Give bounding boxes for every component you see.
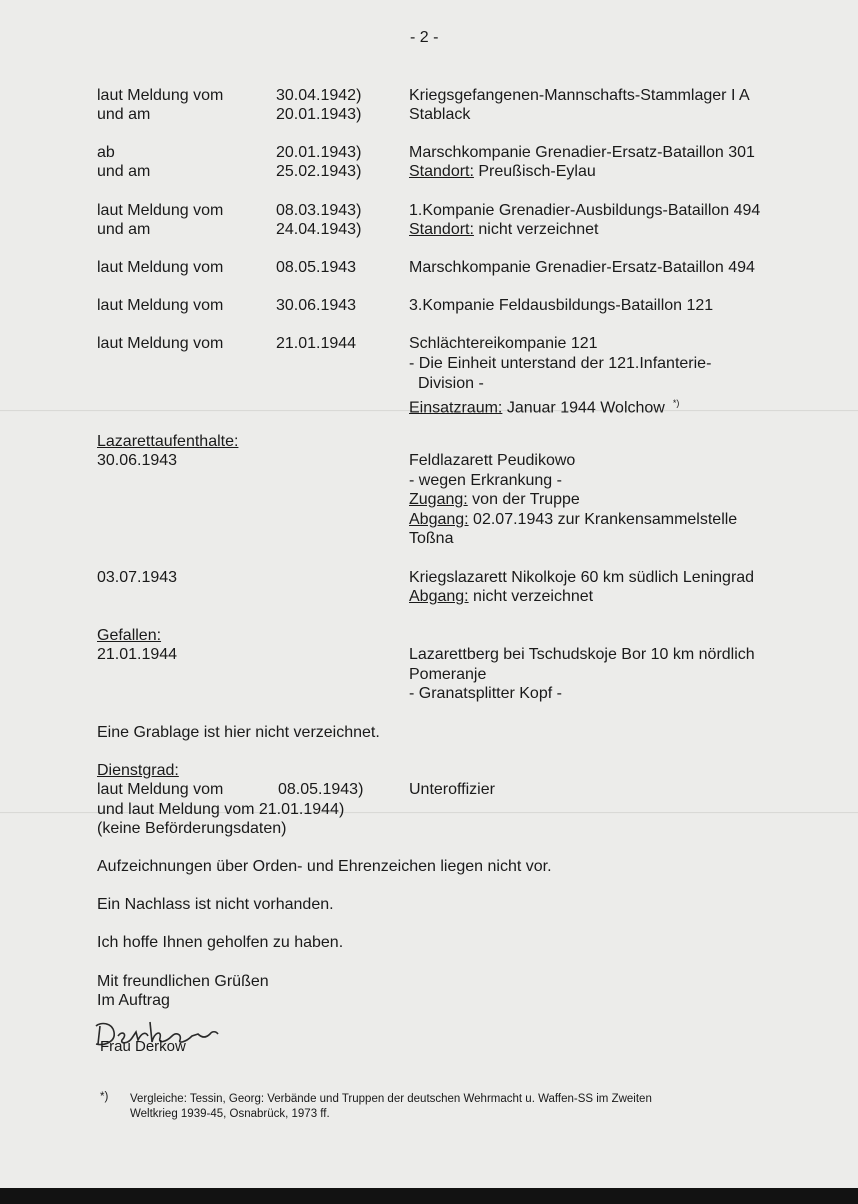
dienstgrad-heading: Dienstgrad: — [97, 762, 179, 779]
rank-value: Unteroffizier — [409, 781, 495, 798]
lazarett-line: - wegen Erkrankung - — [409, 472, 562, 489]
zugang-line — [409, 490, 580, 510]
nachlass-text: Ein Nachlass ist nicht vorhanden. — [97, 896, 334, 913]
abgang-line — [409, 587, 593, 607]
record-label: laut Meldung vom — [97, 297, 224, 314]
gefallen-heading: Gefallen: — [97, 627, 162, 644]
standort-label: Standort: — [409, 163, 474, 180]
record-date: 08.03.1943) — [276, 202, 362, 219]
record-date: 30.04.1942) — [276, 87, 362, 104]
record-date: 08.05.1943 — [276, 259, 357, 276]
scan-edge — [0, 1188, 858, 1204]
record-label: laut Meldung vom — [97, 335, 224, 352]
gefallen-line: Lazarettberg bei Tschudskoje Bor 10 km nördlich — [409, 646, 755, 663]
record-date: 25.02.1943) — [276, 163, 362, 180]
footnote-line: Vergleiche: Tessin, Georg: Verbände und Truppen der deutschen Wehrmacht u. Waffen-SS im Zweiten — [130, 1093, 652, 1105]
standort-value: Preußisch-Eylau — [473, 163, 596, 180]
orden-text: Aufzeichnungen über Orden- und Ehrenzeichen liegen nicht vor. — [97, 858, 552, 875]
record-unit: Schlächtereikompanie 121 — [409, 335, 598, 352]
abgang-value: 02.07.1943 zur Krankensammelstelle — [468, 511, 738, 528]
record-label: und am — [97, 106, 151, 123]
footnote-marker: *) — [672, 398, 680, 408]
record-unit: Kriegsgefangenen-Mannschafts-Stammlager I A — [409, 87, 750, 104]
record-label: laut Meldung vom — [97, 87, 224, 104]
dienstgrad-line: (keine Beförderungsdaten) — [97, 820, 287, 837]
record-note: - Die Einheit unterstand der 121.Infanterie- — [409, 355, 712, 372]
record-label: laut Meldung vom — [97, 259, 224, 276]
lazarett-line: Kriegslazarett Nikolkoje 60 km südlich Leningrad — [409, 569, 755, 586]
record-date: 30.06.1943 — [276, 297, 357, 314]
standort-label: Standort: — [409, 221, 474, 238]
record-label: ab — [97, 144, 115, 161]
hoffe-text: Ich hoffe Ihnen geholfen zu haben. — [97, 934, 344, 951]
record-unit: Marschkompanie Grenadier-Ersatz-Bataillon 494 — [409, 259, 755, 276]
record-location — [409, 162, 596, 182]
auftrag-text: Im Auftrag — [97, 992, 170, 1009]
dienstgrad-line: und laut Meldung vom 21.01.1944) — [97, 801, 345, 818]
einsatzraum-line — [409, 394, 679, 418]
record-unit: Marschkompanie Grenadier-Ersatz-Bataillon 301 — [409, 144, 755, 161]
record-date: 21.01.1944 — [276, 335, 357, 352]
record-unit: Stablack — [409, 106, 471, 123]
dienstgrad-line: laut Meldung vom — [97, 781, 224, 798]
lazarett-date: 30.06.1943 — [97, 452, 178, 469]
abgang-label: Abgang: — [409, 511, 469, 528]
footnote-mark: *) — [100, 1091, 109, 1103]
record-note: Division - — [418, 375, 484, 392]
einsatzraum-label: Einsatzraum: — [409, 399, 503, 417]
page-number: - 2 - — [410, 29, 439, 46]
gefallen-line: - Granatsplitter Kopf - — [409, 685, 562, 702]
footnote-line: Weltkrieg 1939-45, Osnabrück, 1973 ff. — [130, 1108, 330, 1120]
abgang-line — [409, 510, 737, 530]
signer-name: Frau Derkow — [100, 1038, 186, 1055]
zugang-value: von der Truppe — [467, 491, 580, 508]
record-date: 20.01.1943) — [276, 144, 362, 161]
record-unit: 1.Kompanie Grenadier-Ausbildungs-Bataillon 494 — [409, 202, 761, 219]
grablage-text: Eine Grablage ist hier nicht verzeichnet. — [97, 724, 380, 741]
lazarett-heading: Lazarettaufenthalte: — [97, 433, 239, 450]
record-unit: 3.Kompanie Feldausbildungs-Bataillon 121 — [409, 297, 714, 314]
standort-value: nicht verzeichnet — [473, 221, 599, 238]
record-date: 20.01.1943) — [276, 106, 362, 123]
einsatzraum-value: Januar 1944 Wolchow — [502, 399, 665, 417]
gefallen-line: Pomeranje — [409, 666, 487, 683]
record-location — [409, 220, 598, 240]
gefallen-date: 21.01.1944 — [97, 646, 178, 663]
abgang-continuation: Toßna — [409, 530, 454, 547]
record-label: und am — [97, 221, 151, 238]
record-label: laut Meldung vom — [97, 202, 224, 219]
abgang-value: nicht verzeichnet — [468, 588, 594, 605]
abgang-label: Abgang: — [409, 588, 469, 605]
lazarett-date: 03.07.1943 — [97, 569, 178, 586]
lazarett-line: Feldlazarett Peudikowo — [409, 452, 576, 469]
greeting-text: Mit freundlichen Grüßen — [97, 973, 269, 990]
record-date: 24.04.1943) — [276, 221, 362, 238]
record-label: und am — [97, 163, 151, 180]
zugang-label: Zugang: — [409, 491, 468, 508]
dienstgrad-date: 08.05.1943) — [278, 781, 364, 798]
